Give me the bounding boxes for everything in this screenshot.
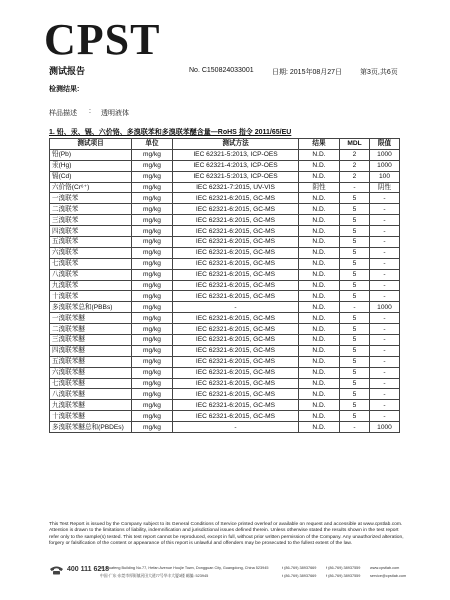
cell-method: IEC 62321-6:2015, GC-MS	[173, 378, 299, 389]
cell-method: IEC 62321-7:2015, UV-VIS	[173, 182, 299, 193]
cell-mdl: 5	[340, 389, 370, 400]
cell-limit: 1000	[370, 160, 400, 171]
cell-limit: -	[370, 247, 400, 258]
cell-item: 多溴联苯醚总和(PBDEs)	[50, 422, 132, 433]
cell-mdl: 5	[340, 411, 370, 422]
cell-item: 三溴联苯	[50, 215, 132, 226]
cell-mdl: 5	[340, 335, 370, 346]
cell-method: IEC 62321-6:2015, GC-MS	[173, 313, 299, 324]
cell-result: N.D.	[299, 193, 340, 204]
cell-item: 十溴联苯	[50, 291, 132, 302]
table-row	[50, 335, 400, 346]
cell-item: 五溴联苯醚	[50, 356, 132, 367]
table-row	[50, 226, 400, 237]
email[interactable]: service@cpstlab.com	[370, 574, 407, 578]
cell-method: IEC 62321-6:2015, GC-MS	[173, 237, 299, 248]
cell-limit: -	[370, 258, 400, 269]
cell-item: 六溴联苯	[50, 247, 132, 258]
cell-item: 镉(Cd)	[50, 171, 132, 182]
cell-result: N.D.	[299, 335, 340, 346]
cell-unit: mg/kg	[132, 215, 173, 226]
cell-method: IEC 62321-6:2015, GC-MS	[173, 367, 299, 378]
cell-result: N.D.	[299, 171, 340, 182]
cell-limit: 阴性	[370, 182, 400, 193]
cell-unit: mg/kg	[132, 193, 173, 204]
col-header-item: 测试项目	[50, 139, 132, 150]
fax-cn: f (86-769) 38937559	[326, 574, 361, 578]
table-row	[50, 280, 400, 291]
cell-method: -	[173, 302, 299, 313]
cell-item: 二溴联苯	[50, 204, 132, 215]
cell-item: 九溴联苯醚	[50, 400, 132, 411]
cell-mdl: 5	[340, 247, 370, 258]
cell-unit: mg/kg	[132, 226, 173, 237]
cell-result: N.D.	[299, 302, 340, 313]
cell-limit: -	[370, 313, 400, 324]
cell-item: 六溴联苯醚	[50, 367, 132, 378]
cell-item: 八溴联苯	[50, 269, 132, 280]
cell-unit: mg/kg	[132, 247, 173, 258]
cell-limit: -	[370, 400, 400, 411]
website[interactable]: www.cpstlab.com	[370, 566, 400, 570]
cell-unit: mg/kg	[132, 204, 173, 215]
cell-item: 二溴联苯醚	[50, 324, 132, 335]
cell-mdl: 5	[340, 367, 370, 378]
cell-result: N.D.	[299, 226, 340, 237]
cell-method: IEC 62321-6:2015, GC-MS	[173, 291, 299, 302]
cell-limit: -	[370, 356, 400, 367]
page-indicator: 第3页,共6页	[360, 69, 398, 76]
cell-limit: -	[370, 389, 400, 400]
table-row	[50, 356, 400, 367]
cell-method: IEC 62321-6:2015, GC-MS	[173, 324, 299, 335]
cell-method: IEC 62321-4:2013, ICP-OES	[173, 160, 299, 171]
table-row	[50, 367, 400, 378]
cell-method: IEC 62321-6:2015, GC-MS	[173, 356, 299, 367]
cell-item: 一溴联苯醚	[50, 313, 132, 324]
cell-limit: 1000	[370, 149, 400, 160]
cell-result: N.D.	[299, 215, 340, 226]
cell-method: IEC 62321-6:2015, GC-MS	[173, 215, 299, 226]
cell-result: N.D.	[299, 237, 340, 248]
cell-limit: -	[370, 215, 400, 226]
table-row	[50, 182, 400, 193]
results-caption: 检测结果:	[49, 86, 80, 93]
cell-result: N.D.	[299, 356, 340, 367]
cell-item: 多溴联苯总和(PBBs)	[50, 302, 132, 313]
cell-mdl: 5	[340, 400, 370, 411]
tel-en: t (86-769) 38937669	[282, 566, 317, 570]
cell-limit: -	[370, 411, 400, 422]
table-row	[50, 400, 400, 411]
table-header-row	[50, 139, 400, 150]
table-row	[50, 171, 400, 182]
cell-limit: -	[370, 280, 400, 291]
cell-unit: mg/kg	[132, 291, 173, 302]
cell-limit: -	[370, 345, 400, 356]
cell-item: 四溴联苯醚	[50, 345, 132, 356]
table-row	[50, 269, 400, 280]
cell-unit: mg/kg	[132, 149, 173, 160]
table-row	[50, 345, 400, 356]
cell-unit: mg/kg	[132, 367, 173, 378]
cell-unit: mg/kg	[132, 302, 173, 313]
cell-result: N.D.	[299, 367, 340, 378]
cell-unit: mg/kg	[132, 237, 173, 248]
table-row	[50, 422, 400, 433]
table-row	[50, 160, 400, 171]
phone-icon	[49, 565, 64, 575]
tel-cn: t (86-769) 38937669	[282, 574, 317, 578]
table-row	[50, 389, 400, 400]
cell-mdl: 5	[340, 237, 370, 248]
table-row	[50, 378, 400, 389]
cell-unit: mg/kg	[132, 389, 173, 400]
table-row	[50, 193, 400, 204]
cell-unit: mg/kg	[132, 182, 173, 193]
cell-item: 六价铬(Cr⁶⁺)	[50, 182, 132, 193]
cell-unit: mg/kg	[132, 280, 173, 291]
cell-mdl: 5	[340, 226, 370, 237]
table-row	[50, 291, 400, 302]
cell-method: IEC 62321-6:2015, GC-MS	[173, 280, 299, 291]
hotline-number: 400 111 6218	[67, 566, 110, 573]
cell-unit: mg/kg	[132, 171, 173, 182]
cell-mdl: 5	[340, 313, 370, 324]
cell-limit: -	[370, 324, 400, 335]
cell-unit: mg/kg	[132, 313, 173, 324]
report-title: 测试报告	[49, 66, 86, 76]
cell-result: 阴性	[299, 182, 340, 193]
cell-item: 一溴联苯	[50, 193, 132, 204]
cell-mdl: 5	[340, 324, 370, 335]
cell-mdl: 5	[340, 258, 370, 269]
cell-unit: mg/kg	[132, 356, 173, 367]
cell-result: N.D.	[299, 400, 340, 411]
cell-unit: mg/kg	[132, 324, 173, 335]
cell-mdl: -	[340, 422, 370, 433]
cell-result: N.D.	[299, 291, 340, 302]
cell-method: IEC 62321-6:2015, GC-MS	[173, 400, 299, 411]
cell-mdl: 5	[340, 204, 370, 215]
cell-method: IEC 62321-6:2015, GC-MS	[173, 247, 299, 258]
cell-result: N.D.	[299, 149, 340, 160]
cell-item: 八溴联苯醚	[50, 389, 132, 400]
cell-mdl: 5	[340, 378, 370, 389]
results-table	[49, 138, 400, 433]
col-header-result: 结果	[299, 139, 340, 150]
cell-unit: mg/kg	[132, 378, 173, 389]
table-row	[50, 149, 400, 160]
section-title: 1. 铅、汞、镉、六价铬、多溴联苯和多溴联苯醚含量—RoHS 指令 2011/65/EU	[49, 129, 292, 136]
cell-limit: -	[370, 378, 400, 389]
col-header-method: 测试方法	[173, 139, 299, 150]
cell-method: IEC 62321-6:2015, GC-MS	[173, 345, 299, 356]
cell-result: N.D.	[299, 247, 340, 258]
cell-result: N.D.	[299, 204, 340, 215]
cell-unit: mg/kg	[132, 335, 173, 346]
cell-result: N.D.	[299, 389, 340, 400]
cell-mdl: 2	[340, 149, 370, 160]
cell-unit: mg/kg	[132, 269, 173, 280]
sample-desc-label: 样品描述	[49, 110, 77, 117]
cell-item: 七溴联苯醚	[50, 378, 132, 389]
cell-item: 五溴联苯	[50, 237, 132, 248]
cell-limit: 1000	[370, 302, 400, 313]
cell-limit: 100	[370, 171, 400, 182]
cell-method: -	[173, 422, 299, 433]
cell-method: IEC 62321-6:2015, GC-MS	[173, 226, 299, 237]
cell-mdl: 5	[340, 280, 370, 291]
sample-desc-value: 透明液体	[101, 110, 129, 117]
col-header-mdl: MDL	[340, 139, 370, 150]
cell-method: IEC 62321-6:2015, GC-MS	[173, 411, 299, 422]
cell-result: N.D.	[299, 378, 340, 389]
table-row	[50, 313, 400, 324]
address-en: 3F, Huafeng Building No.77, Hefan Avenue Houjie Town, Dongguan City, Guangdong, China 523945	[100, 566, 269, 570]
cell-method: IEC 62321-5:2013, ICP-OES	[173, 171, 299, 182]
table-row	[50, 237, 400, 248]
cell-method: IEC 62321-6:2015, GC-MS	[173, 193, 299, 204]
cell-item: 十溴联苯醚	[50, 411, 132, 422]
cell-mdl: 5	[340, 356, 370, 367]
cell-method: IEC 62321-6:2015, GC-MS	[173, 269, 299, 280]
cell-result: N.D.	[299, 313, 340, 324]
cell-mdl: 2	[340, 160, 370, 171]
table-row	[50, 411, 400, 422]
sample-desc-sep: :	[89, 108, 91, 115]
cell-mdl: 5	[340, 269, 370, 280]
cell-unit: mg/kg	[132, 411, 173, 422]
table-row	[50, 247, 400, 258]
table-row	[50, 204, 400, 215]
legal-disclaimer: This Test Report is issued by the Company subject to its General Conditions of Service printed overleaf or available on request and accessible at www.cpstlab.com. Attention is drawn to the limitations of liability, indemnification and jurisdictional issues defined therein. Unless otherwise stated the results shown in the test report refer only to the sample(s) tested. This test report cannot be reproduced, except in full, without prior written permission of the Company. Any unauthorized alteration, forgery or falsification of the content or appearance of this report is unlawful and offenders may be prosecuted to the fullest extent of the law.	[49, 522, 404, 546]
cell-method: IEC 62321-6:2015, GC-MS	[173, 258, 299, 269]
cell-method: IEC 62321-6:2015, GC-MS	[173, 335, 299, 346]
cell-method: IEC 62321-6:2015, GC-MS	[173, 389, 299, 400]
col-header-unit: 单位	[132, 139, 173, 150]
cell-mdl: 2	[340, 171, 370, 182]
cell-item: 铅(Pb)	[50, 149, 132, 160]
cell-mdl: -	[340, 182, 370, 193]
cell-item: 三溴联苯醚	[50, 335, 132, 346]
cell-mdl: -	[340, 302, 370, 313]
cell-unit: mg/kg	[132, 422, 173, 433]
company-logo: CPST	[44, 15, 161, 64]
cell-mdl: 5	[340, 291, 370, 302]
cell-limit: -	[370, 367, 400, 378]
cell-result: N.D.	[299, 160, 340, 171]
cell-item: 九溴联苯	[50, 280, 132, 291]
cell-unit: mg/kg	[132, 400, 173, 411]
cell-unit: mg/kg	[132, 160, 173, 171]
cell-limit: -	[370, 237, 400, 248]
cell-limit: -	[370, 204, 400, 215]
table-row	[50, 215, 400, 226]
cell-result: N.D.	[299, 258, 340, 269]
cell-item: 四溴联苯	[50, 226, 132, 237]
cell-method: IEC 62321-6:2015, GC-MS	[173, 204, 299, 215]
table-row	[50, 302, 400, 313]
table-row	[50, 258, 400, 269]
cell-mdl: 5	[340, 193, 370, 204]
cell-method: IEC 62321-5:2013, ICP-OES	[173, 149, 299, 160]
cell-unit: mg/kg	[132, 345, 173, 356]
cell-limit: 1000	[370, 422, 400, 433]
cell-item: 汞(Hg)	[50, 160, 132, 171]
cell-limit: -	[370, 291, 400, 302]
cell-result: N.D.	[299, 324, 340, 335]
col-header-limit: 限值	[370, 139, 400, 150]
cell-unit: mg/kg	[132, 258, 173, 269]
cell-limit: -	[370, 226, 400, 237]
cell-item: 七溴联苯	[50, 258, 132, 269]
fax-en: f (86-769) 38937559	[326, 566, 361, 570]
table-row	[50, 324, 400, 335]
cell-limit: -	[370, 335, 400, 346]
cell-result: N.D.	[299, 280, 340, 291]
report-date: 日期: 2015年08月27日	[272, 69, 343, 76]
report-number: No. C150824033001	[189, 67, 254, 74]
cell-limit: -	[370, 193, 400, 204]
cell-result: N.D.	[299, 345, 340, 356]
cell-mdl: 5	[340, 215, 370, 226]
cell-result: N.D.	[299, 422, 340, 433]
address-cn: 中国·广东·东莞市厚街镇河田大道77号华丰大厦3楼 邮编: 523945	[100, 574, 209, 578]
cell-result: N.D.	[299, 411, 340, 422]
cell-mdl: 5	[340, 345, 370, 356]
cell-result: N.D.	[299, 269, 340, 280]
cell-limit: -	[370, 269, 400, 280]
